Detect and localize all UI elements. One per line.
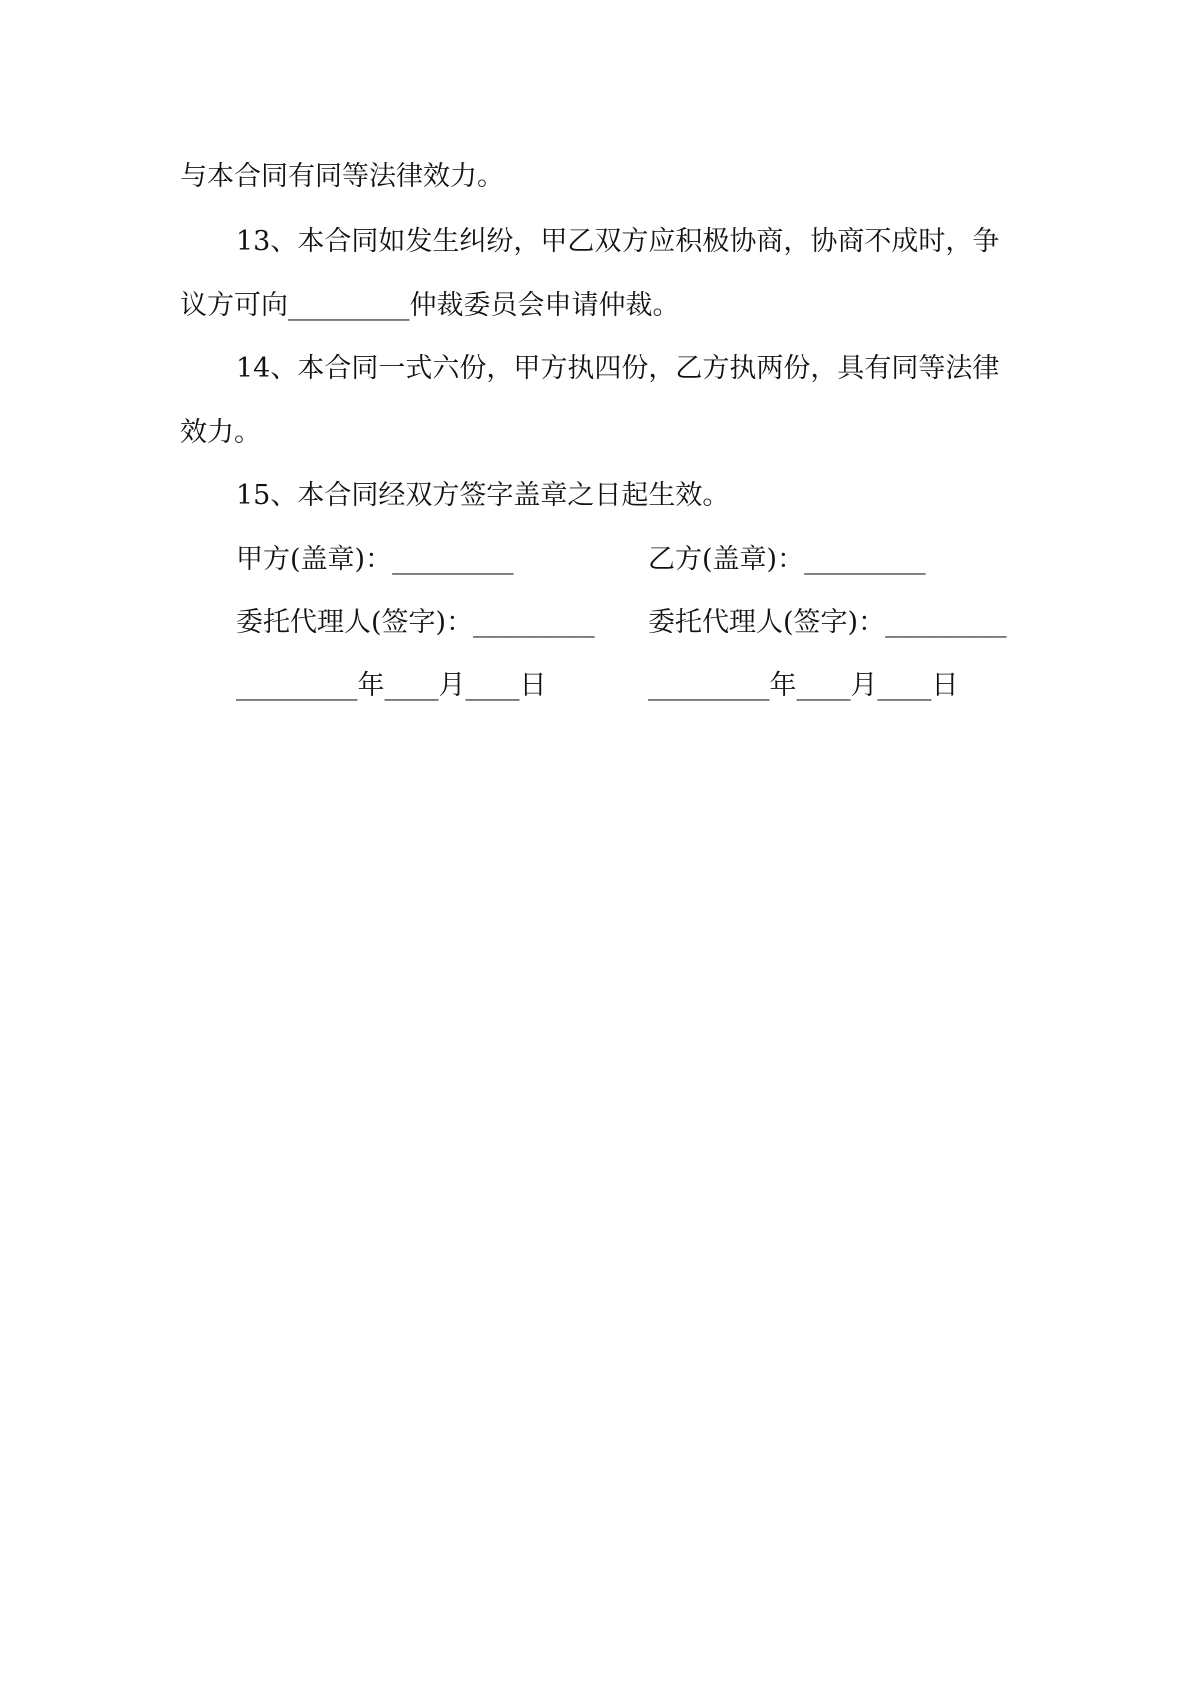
party-a-agent-field: 委托代理人(签字)：_________ — [236, 607, 595, 638]
party-b-agent-field: 委托代理人(签字)：_________ — [648, 607, 1007, 638]
paragraph-line: 效力。 — [180, 417, 261, 448]
paragraph-line: 13、本合同如发生纠纷，甲乙双方应积极协商，协商不成时，争 — [236, 226, 1000, 257]
paragraph-line: 议方可向_________仲裁委员会申请仲裁。 — [180, 290, 680, 321]
party-b-seal-field: 乙方(盖章)：_________ — [648, 544, 926, 575]
party-a-seal-field: 甲方(盖章)：_________ — [236, 544, 514, 575]
party-a-date-field: _________年____月____日 — [236, 670, 547, 701]
paragraph-line: 14、本合同一式六份，甲方执四份，乙方执两份，具有同等法律 — [236, 353, 1000, 384]
party-b-date-field: _________年____月____日 — [648, 670, 959, 701]
paragraph-line: 15、本合同经双方签字盖章之日起生效。 — [236, 480, 730, 511]
paragraph-line: 与本合同有同等法律效力。 — [180, 161, 504, 192]
